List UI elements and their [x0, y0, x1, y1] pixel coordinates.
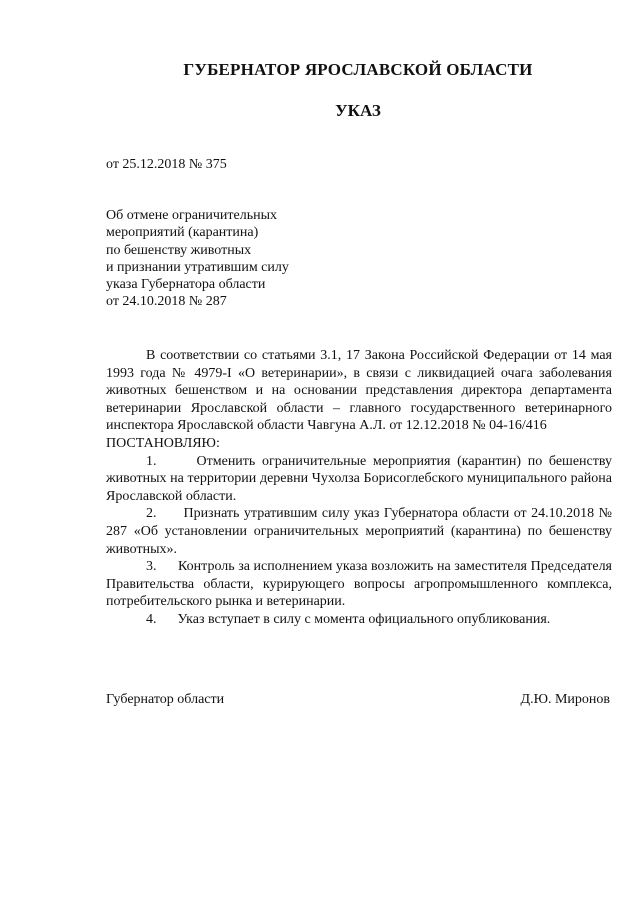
document-kind: УКАЗ	[335, 101, 381, 120]
subject-line: от 24.10.2018 № 287	[106, 294, 227, 310]
date-number-line: от 25.12.2018 № 375	[106, 157, 227, 172]
subject-line: по бешенству животных	[106, 242, 252, 258]
item-number: 1.	[146, 453, 157, 469]
authority-title: ГУБЕРНАТОР ЯРОСЛАВСКОЙ ОБЛАСТИ	[183, 60, 533, 79]
item-text: Признать утратившим силу указ Губернатора области от 24.10.2018 № 287 «Об установлении ограничительных мероприятий (карантина) по бешенству животных».	[106, 506, 612, 557]
item-number: 4.	[146, 611, 157, 627]
decree-item-2	[106, 505, 612, 558]
item-number: 2.	[146, 506, 157, 522]
subject-line: мероприятий (карантина)	[106, 225, 259, 241]
preamble-paragraph: В соответствии со статьями 3.1, 17 Закона Российской Федерации от 14 мая 1993 года № 4979-I «О ветеринарии», в связи с ликвидацией очага заболевания животных бешенством и на основании представления директора департамента ветеринарии Ярославской области – главного государственного ветеринарного инспектора Ярославской области Чавгуна А.Л. от 12.12.2018 № 04-16/416	[106, 348, 612, 434]
decree-body	[106, 347, 612, 629]
item-number: 3.	[146, 559, 157, 575]
item-text: Указ вступает в силу с момента официального опубликования.	[177, 611, 551, 627]
subject-line: и признании утратившим силу	[106, 259, 289, 275]
signatory-position: Губернатор области	[106, 692, 225, 707]
subject-line: указа Губернатора области	[106, 277, 266, 293]
decree-item-1	[106, 453, 612, 506]
decree-item-4	[106, 611, 612, 629]
item-text: Отменить ограничительные мероприятия (карантин) по бешенству животных на территории деревни Чухолза Борисоглебского муниципального района Ярославской области.	[106, 453, 613, 504]
decree-item-3	[106, 558, 612, 611]
subject-block	[106, 207, 289, 311]
decree-word: ПОСТАНОВЛЯЮ:	[106, 435, 220, 451]
signatory-name: Д.Ю. Миронов	[520, 692, 610, 707]
subject-line: Об отмене ограничительных	[106, 208, 278, 223]
item-text: Контроль за исполнением указа возложить на заместителя Председателя Правительства области, курирующего вопросы агропромышленного комплекса, потребительского рынка и ветеринарии.	[106, 559, 612, 610]
